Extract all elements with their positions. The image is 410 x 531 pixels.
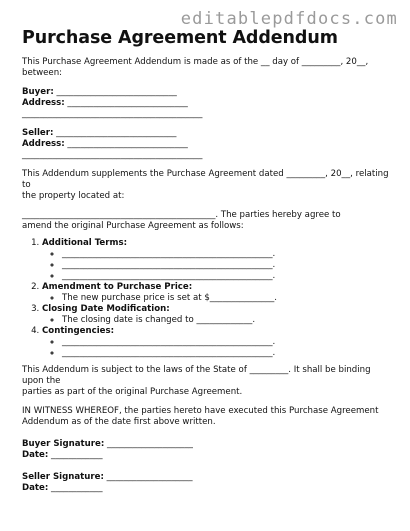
list-item <box>62 260 392 271</box>
buyer-address-blank: ____________________________ <box>64 98 188 108</box>
law-line-1: This Addendum is subject to the laws of the State of _________. It shall be binding upon the <box>22 365 371 386</box>
witness-line-2: Addendum as of the date first above written. <box>22 417 216 427</box>
buyer-address-label: Address: <box>22 98 65 108</box>
closing-heading: Closing Date Modification: <box>42 304 170 314</box>
blank-line: _________________________________________________. <box>62 260 276 270</box>
list-item-contingencies <box>42 326 392 359</box>
contingencies-sublist <box>42 337 392 359</box>
seller-address-blank: ____________________________ <box>64 139 188 149</box>
document-title: Purchase Agreement Addendum <box>22 28 338 48</box>
contingencies-heading: Contingencies: <box>42 326 115 336</box>
law-line-2: parties as part of the original Purchase Agreement. <box>22 387 243 397</box>
list-item-closing <box>42 304 392 326</box>
seller-address-blank-2: __________________________________________ <box>22 150 203 160</box>
intro-line-1: This Purchase Agreement Addendum is made as of the __ day of _________, 20__, <box>22 57 369 67</box>
blank-line: _________________________________________________. <box>62 271 276 281</box>
supplement-line-1: This Addendum supplements the Purchase Agreement dated _________, 20__, relating to <box>22 169 389 190</box>
list-item-additional-terms <box>42 238 392 282</box>
list-item <box>62 315 392 326</box>
supplement-line-3: _____________________________________________. The parties hereby agree to <box>22 210 341 220</box>
supplement-line-2: the property located at: <box>22 191 125 201</box>
seller-signature-block <box>22 472 392 494</box>
buyer-signature-blank: ____________________ <box>104 439 193 449</box>
witness-line-1: IN WITNESS WHEREOF, the parties hereto have executed this Purchase Agreement <box>22 406 379 416</box>
list-item <box>62 337 392 348</box>
buyer-signature-block <box>22 439 392 461</box>
price-sublist <box>42 293 392 304</box>
list-item <box>62 348 392 359</box>
list-item <box>62 249 392 260</box>
closing-sublist <box>42 315 392 326</box>
seller-block <box>22 128 392 161</box>
blank-line: _________________________________________________. <box>62 337 276 347</box>
buyer-signature-label: Buyer Signature: <box>22 439 105 449</box>
law-paragraph <box>22 365 392 398</box>
buyer-name-blank: ____________________________ <box>53 87 177 97</box>
buyer-address-blank-2: __________________________________________ <box>22 109 203 119</box>
buyer-date-blank: ____________ <box>48 450 103 460</box>
supplement-line-4: amend the original Purchase Agreement as follows: <box>22 221 244 231</box>
intro-line-2: between: <box>22 68 63 78</box>
additional-terms-heading: Additional Terms: <box>42 238 128 248</box>
buyer-date-label: Date: <box>22 450 49 460</box>
list-item <box>62 293 392 304</box>
amend-paragraph <box>22 210 392 232</box>
seller-name-blank: ____________________________ <box>53 128 177 138</box>
price-text: The new purchase price is set at $_______________. <box>62 293 277 303</box>
document <box>22 28 392 494</box>
price-heading: Amendment to Purchase Price: <box>42 282 193 292</box>
seller-address-label: Address: <box>22 139 65 149</box>
seller-label: Seller: <box>22 128 54 138</box>
blank-line: _________________________________________________. <box>62 348 276 358</box>
seller-date-label: Date: <box>22 483 49 493</box>
witness-paragraph <box>22 406 392 428</box>
amendment-list <box>22 238 392 359</box>
watermark: editablepdfdocs.com <box>180 9 398 29</box>
seller-date-blank: ____________ <box>48 483 103 493</box>
buyer-block <box>22 87 392 120</box>
list-item-price <box>42 282 392 304</box>
blank-line: _________________________________________________. <box>62 249 276 259</box>
seller-signature-blank: ____________________ <box>103 472 193 482</box>
closing-text: The closing date is changed to _____________. <box>62 315 256 325</box>
buyer-label: Buyer: <box>22 87 54 97</box>
seller-signature-label: Seller Signature: <box>22 472 104 482</box>
list-item <box>62 271 392 282</box>
intro-paragraph <box>22 57 392 79</box>
supplement-paragraph <box>22 169 392 202</box>
additional-terms-sublist <box>42 249 392 282</box>
